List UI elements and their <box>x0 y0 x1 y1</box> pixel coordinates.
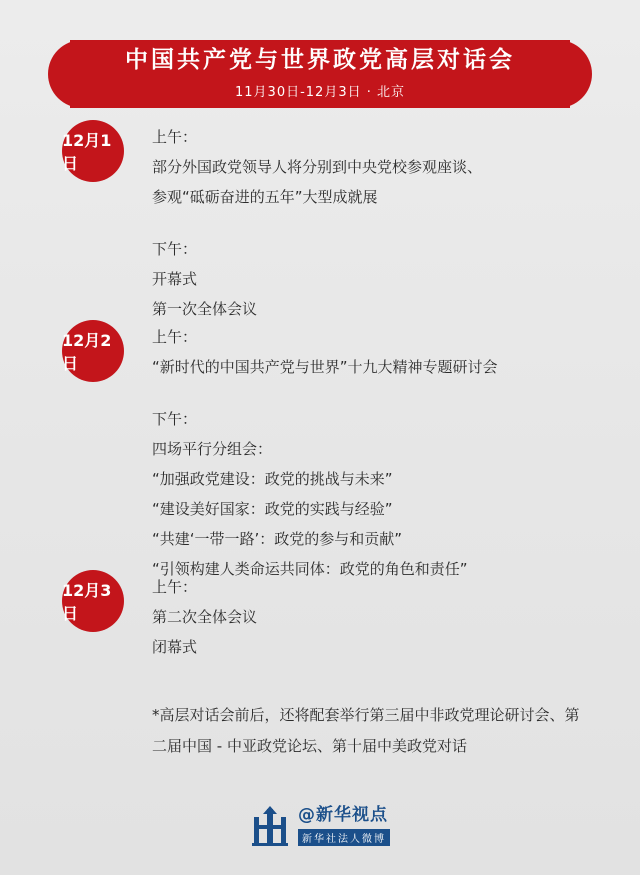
section-line: 部分外国政党领导人将分别到中央党校参观座谈、 <box>152 158 483 176</box>
day-body <box>152 120 482 324</box>
section-line: “共建‘一带一路’：政党的参与和贡献” <box>152 530 403 548</box>
logo-title: @新华视点 <box>298 805 388 826</box>
logo-subtitle: 新华社法人微博 <box>298 829 390 846</box>
schedule-list <box>0 120 640 680</box>
logo-text <box>298 806 390 846</box>
day-badge: 12月1日 <box>62 120 124 182</box>
banner-shape <box>70 40 570 108</box>
xinhua-logo-icon <box>250 805 290 847</box>
page-subtitle: 11月30日-12月3日 · 北京 <box>235 84 405 100</box>
section-line: 四场平行分组会： <box>152 440 273 458</box>
page-title: 中国共产党与世界政党高层对话会 <box>125 47 515 74</box>
section-heading: 上午： <box>152 328 198 346</box>
day-badge: 12月2日 <box>62 320 124 382</box>
section-heading: 上午： <box>152 578 198 596</box>
section-line: 闭幕式 <box>152 638 198 656</box>
section-line: 参观“砥砺奋进的五年”大型成就展 <box>152 188 378 206</box>
spacer <box>152 212 482 234</box>
spacer <box>152 382 498 404</box>
footer-logo <box>0 805 640 847</box>
schedule-day <box>0 320 640 578</box>
day-badge: 12月3日 <box>62 570 124 632</box>
schedule-day <box>0 570 640 680</box>
day-body <box>152 570 257 662</box>
section-line: 第二次全体会议 <box>152 608 258 626</box>
section-heading: 下午： <box>152 410 198 428</box>
section-line: “引领构建人类命运共同体：政党的角色和责任” <box>152 560 468 578</box>
section-heading: 下午： <box>152 240 198 258</box>
header-banner <box>0 40 640 108</box>
section-line: “建设美好国家：政党的实践与经验” <box>152 500 393 518</box>
section-line: 第一次全体会议 <box>152 300 258 318</box>
section-line: 开幕式 <box>152 270 198 288</box>
day-body <box>152 320 498 584</box>
section-line: “新时代的中国共产党与世界”十九大精神专题研讨会 <box>152 358 498 376</box>
section-line: “加强政党建设：政党的挑战与未来” <box>152 470 393 488</box>
footnote: *高层对话会前后，还将配套举行第三届中非政党理论研讨会、第二届中国 - 中亚政党论坛、第十届中美政党对话 <box>152 706 580 755</box>
section-heading: 上午： <box>152 128 198 146</box>
schedule-day <box>0 120 640 320</box>
